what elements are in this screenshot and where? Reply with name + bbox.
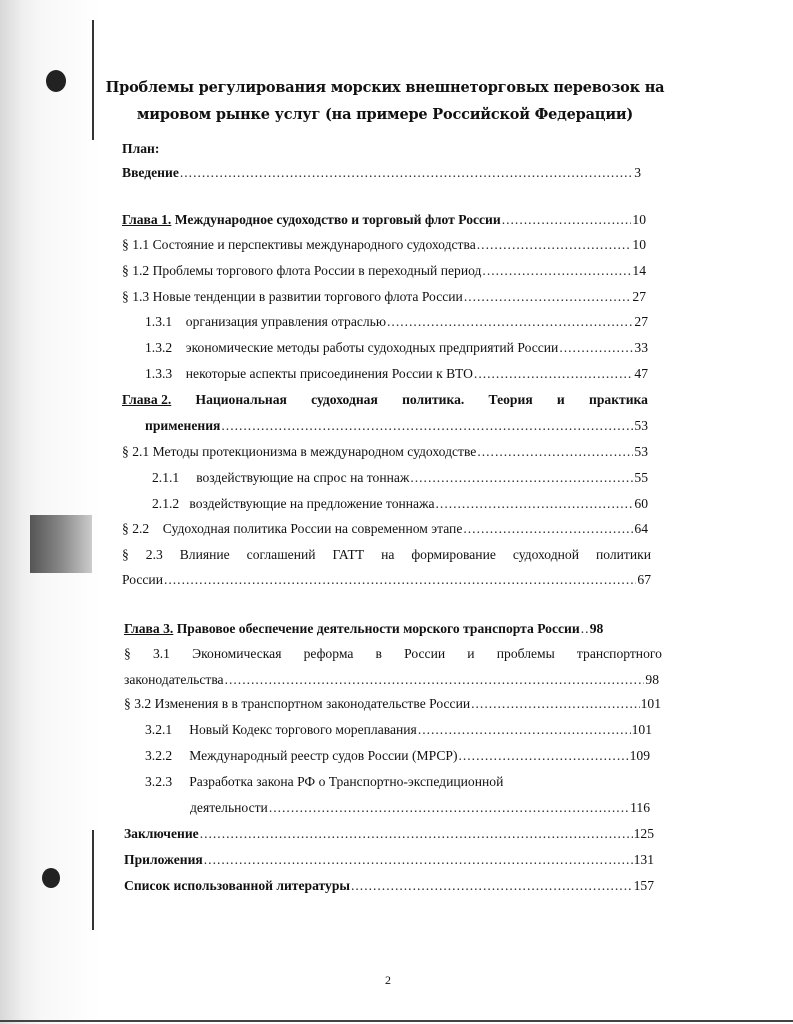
toc-label: России bbox=[122, 572, 163, 587]
chapter-title-cont: применения bbox=[145, 418, 221, 433]
page-edge-line bbox=[92, 830, 94, 930]
toc-num: 3.2.1 bbox=[145, 722, 173, 737]
toc-page: 27 bbox=[632, 289, 646, 304]
title-line-2: мировом рынке услуг (на примере Российской Федерации) bbox=[136, 106, 634, 123]
toc-word: проблемы bbox=[496, 646, 555, 661]
toc-word: ГАТТ bbox=[332, 547, 365, 562]
toc-label: § 1.2 Проблемы торгового флота России в переходный период bbox=[122, 263, 482, 278]
toc-page: 47 bbox=[634, 366, 648, 381]
toc-label: § 2.1 Методы протекционизма в международном судоходстве bbox=[122, 444, 477, 459]
chapter-label: Глава 2. bbox=[122, 392, 172, 407]
toc-word: формирование bbox=[411, 547, 496, 562]
toc-word: России bbox=[404, 646, 446, 661]
toc-subsection-1-3-2 bbox=[145, 340, 648, 360]
toc-label: законодательства bbox=[124, 672, 224, 687]
toc-subsection-2-1-1 bbox=[152, 470, 648, 490]
toc-page: 3 bbox=[634, 165, 641, 180]
toc-label: Новый Кодекс торгового мореплавания bbox=[189, 722, 417, 737]
toc-section-2-3-cont bbox=[122, 572, 651, 592]
toc-word: транспортного bbox=[576, 646, 662, 661]
toc-page: 10 bbox=[632, 212, 646, 227]
toc-word: реформа bbox=[303, 646, 354, 661]
toc-page: 55 bbox=[634, 470, 648, 485]
toc-page: 157 bbox=[633, 878, 654, 893]
page-edge-line bbox=[92, 20, 94, 140]
toc-section-2-3 bbox=[122, 547, 651, 563]
page-number: 2 bbox=[385, 973, 391, 987]
toc-subsection-1-3-3 bbox=[145, 366, 648, 386]
plan-label: План: bbox=[122, 141, 160, 156]
toc-label: Судоходная политика России на современном этапе bbox=[162, 521, 463, 536]
chapter-label: Глава 1. bbox=[122, 212, 172, 227]
toc-page: 64 bbox=[634, 521, 648, 536]
toc-page: 131 bbox=[633, 852, 654, 867]
toc-label: § 3.2 Изменения в в транспортном законодательстве России bbox=[124, 696, 471, 711]
toc-num: 1.3.2 bbox=[145, 340, 173, 355]
toc-word: судоходной bbox=[512, 547, 579, 562]
toc-word: Влияние bbox=[179, 547, 230, 562]
toc-label: § 1.3 Новые тенденции в развитии торгового флота России bbox=[122, 289, 463, 304]
toc-page: 33 bbox=[634, 340, 648, 355]
toc-subsection-1-3-1 bbox=[145, 314, 648, 334]
toc-references bbox=[124, 878, 654, 898]
chapter-title-word: практика bbox=[589, 392, 648, 407]
toc-page: 10 bbox=[632, 237, 646, 252]
toc-page: 53 bbox=[634, 418, 648, 433]
chapter-title-word: и bbox=[556, 392, 565, 407]
chapter-title-word: Теория bbox=[488, 392, 533, 407]
toc-subsection-3-2-3 bbox=[145, 774, 503, 790]
toc-label: Введение bbox=[122, 165, 179, 180]
toc-label: некоторые аспекты присоединения России к ВТО bbox=[185, 366, 473, 381]
toc-label: экономические методы работы судоходных предприятий России bbox=[185, 340, 559, 355]
toc-chapter-2-cont bbox=[145, 418, 648, 438]
toc-label: воздействующие на спрос на тоннаж bbox=[196, 470, 410, 485]
toc-label: Разработка закона РФ о Транспортно-экспедиционной bbox=[189, 774, 504, 789]
toc-chapter-1 bbox=[122, 212, 646, 232]
toc-word: 2.3 bbox=[145, 547, 163, 562]
toc-page: 14 bbox=[632, 263, 646, 278]
document-title bbox=[100, 74, 670, 128]
toc-num: § 2.2 bbox=[122, 521, 150, 536]
toc-word: в bbox=[375, 646, 382, 661]
toc-label: организация управления отраслью bbox=[185, 314, 387, 329]
toc-section-1-3 bbox=[122, 289, 646, 309]
toc-word: соглашений bbox=[246, 547, 316, 562]
toc-section-1-2 bbox=[122, 263, 646, 283]
toc-page: 98 bbox=[645, 672, 659, 687]
binding-hole bbox=[42, 868, 60, 888]
toc-section-1-1 bbox=[122, 237, 646, 257]
title-line-1: Проблемы регулирования морских внешнеторговых перевозок на bbox=[105, 79, 665, 96]
toc-label: воздействующие на предложение тоннажа bbox=[189, 496, 435, 511]
chapter-title-word: политика. bbox=[402, 392, 465, 407]
toc-section-3-1-cont bbox=[124, 672, 659, 692]
toc-label: деятельности bbox=[190, 800, 268, 815]
toc-page: 109 bbox=[629, 748, 650, 763]
toc-page: 116 bbox=[630, 800, 650, 815]
toc-conclusion bbox=[124, 826, 654, 846]
toc-label: Заключение bbox=[124, 826, 199, 841]
toc-subsection-3-2-2 bbox=[145, 748, 650, 768]
toc-page: 125 bbox=[633, 826, 654, 841]
chapter-title-word: Национальная bbox=[195, 392, 287, 407]
chapter-title: Международное судоходство и торговый флот России bbox=[174, 212, 501, 227]
chapter-title: Правовое обеспечение деятельности морского транспорта России bbox=[176, 621, 580, 636]
toc-page: 67 bbox=[637, 572, 651, 587]
toc-word: политики bbox=[595, 547, 651, 562]
toc-section-3-2 bbox=[124, 696, 661, 716]
toc-word: и bbox=[467, 646, 475, 661]
toc-num: 2.1.2 bbox=[152, 496, 180, 511]
toc-word: § bbox=[124, 646, 131, 661]
toc-num: 1.3.3 bbox=[145, 366, 173, 381]
toc-num: 2.1.1 bbox=[152, 470, 180, 485]
toc-chapter-3 bbox=[124, 621, 662, 641]
toc-intro bbox=[122, 165, 641, 185]
toc-appendix bbox=[124, 852, 654, 872]
toc-word: на bbox=[381, 547, 395, 562]
toc-subsection-3-2-1 bbox=[145, 722, 652, 742]
toc-word: 3.1 bbox=[152, 646, 170, 661]
toc-page: 101 bbox=[640, 696, 661, 711]
toc-page: 53 bbox=[634, 444, 648, 459]
toc-num: 3.2.3 bbox=[145, 774, 173, 789]
toc-section-2-1 bbox=[122, 444, 648, 464]
toc-page: 101 bbox=[631, 722, 652, 737]
toc-page: 60 bbox=[634, 496, 648, 511]
toc-label: Международный реестр судов России (МРСР) bbox=[189, 748, 458, 763]
toc-page: 27 bbox=[634, 314, 648, 329]
toc-num: 1.3.1 bbox=[145, 314, 173, 329]
toc-word: § bbox=[122, 547, 129, 562]
toc-section-3-1 bbox=[124, 646, 662, 662]
chapter-label: Глава 3. bbox=[124, 621, 174, 636]
toc-page: 98 bbox=[589, 621, 604, 636]
toc-label: § 1.1 Состояние и перспективы международного судоходства bbox=[122, 237, 476, 252]
binding-hole bbox=[46, 70, 66, 92]
toc-label: Список использованной литературы bbox=[124, 878, 350, 893]
toc-chapter-2 bbox=[122, 392, 648, 408]
scan-bottom-edge bbox=[0, 1020, 793, 1022]
toc-num: 3.2.2 bbox=[145, 748, 173, 763]
toc-section-2-2 bbox=[122, 521, 648, 541]
toc-word: Экономическая bbox=[192, 646, 282, 661]
toc-subsection-2-1-2 bbox=[152, 496, 648, 516]
toc-label: Приложения bbox=[124, 852, 203, 867]
scan-shadow bbox=[30, 515, 92, 573]
chapter-title-word: судоходная bbox=[311, 392, 378, 407]
toc-subsection-3-2-3-cont bbox=[190, 800, 650, 820]
